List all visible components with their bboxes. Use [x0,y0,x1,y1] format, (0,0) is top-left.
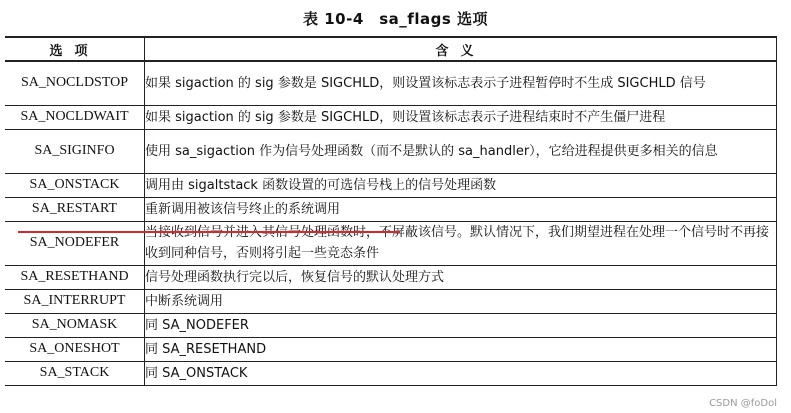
table-row [5,289,777,313]
option-meaning: 同 SA_ONSTACK [145,361,777,385]
option-name: SA_ONSTACK [5,173,145,197]
option-name: SA_ONESHOT [5,337,145,361]
option-meaning: 当接收到信号并进入其信号处理函数时，不屏蔽该信号。默认情况下，我们期望进程在处理一个信号时不再接收到同种信号，否则将引起一些竞态条件 [145,221,777,265]
option-meaning: 如果 sigaction 的 sig 参数是 SIGCHLD，则设置该标志表示子进程暂停时不生成 SIGCHLD 信号 [145,61,777,105]
option-name: SA_STACK [5,361,145,385]
option-name: SA_NODEFER [5,221,145,265]
option-meaning: 重新调用被该信号终止的系统调用 [145,197,777,221]
table-row [5,265,777,289]
table-row [5,313,777,337]
option-name: SA_INTERRUPT [5,289,145,313]
table-row [5,105,777,129]
table-row [5,61,777,105]
table-row [5,197,777,221]
option-name: SA_SIGINFO [5,129,145,173]
option-meaning: 中断系统调用 [145,289,777,313]
option-name: SA_NOCLDSTOP [5,61,145,105]
table-row [5,129,777,173]
table-row [5,361,777,385]
option-name: SA_RESTART [5,197,145,221]
table-row [5,337,777,361]
option-name: SA_NOMASK [5,313,145,337]
table-caption: 表 10-4 sa_flags 选项 [303,10,488,28]
sa-flags-table [5,36,777,386]
header-meaning: 含义 [145,37,777,61]
watermark: CSDN @foDol [709,398,777,409]
highlight-underline [18,231,400,233]
option-meaning: 如果 sigaction 的 sig 参数是 SIGCHLD，则设置该标志表示子进程结束时不产生僵尸进程 [145,105,777,129]
option-name: SA_NOCLDWAIT [5,105,145,129]
table-row [5,221,777,265]
table-header-row [5,37,777,61]
option-meaning: 调用由 sigaltstack 函数设置的可选信号栈上的信号处理函数 [145,173,777,197]
option-meaning: 信号处理函数执行完以后，恢复信号的默认处理方式 [145,265,777,289]
header-option: 选项 [5,37,145,61]
option-name: SA_RESETHAND [5,265,145,289]
option-meaning: 同 SA_RESETHAND [145,337,777,361]
option-meaning: 同 SA_NODEFER [145,313,777,337]
option-meaning: 使用 sa_sigaction 作为信号处理函数（而不是默认的 sa_handler），它给进程提供更多相关的信息 [145,129,777,173]
table-row [5,173,777,197]
